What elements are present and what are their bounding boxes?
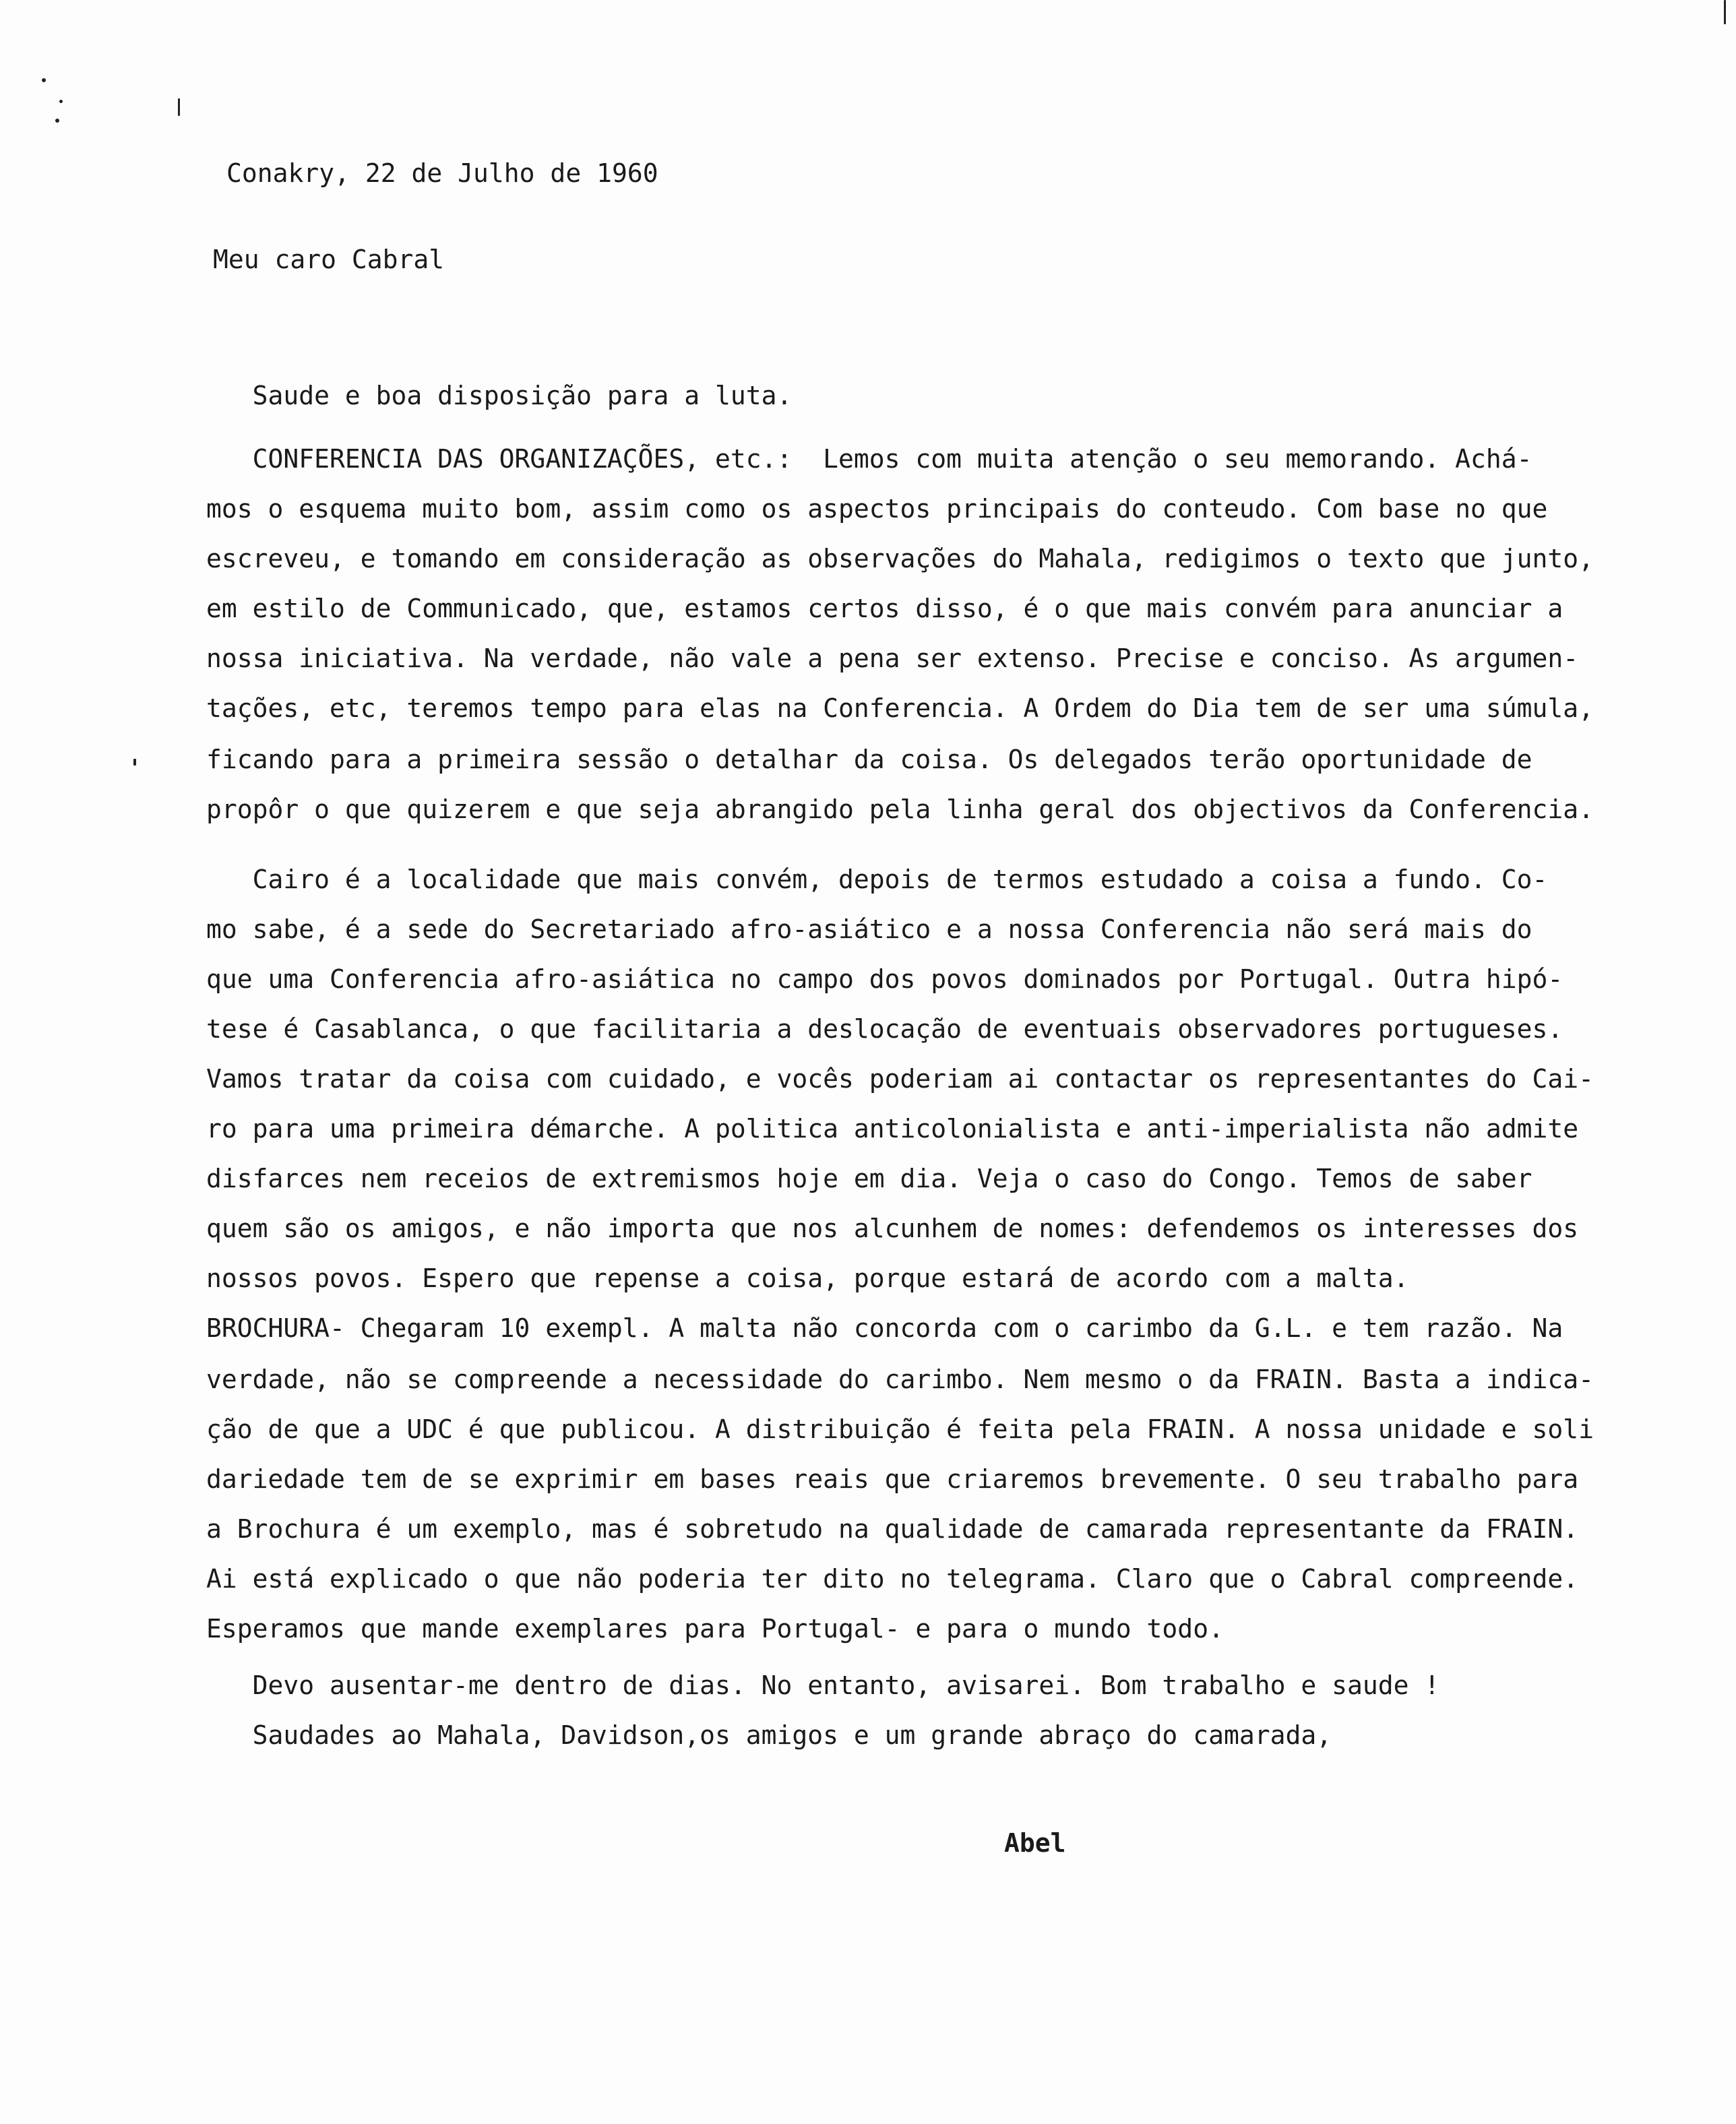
body-line: quem são os amigos, e não importa que nos alcunhem de nomes: defendemos os interesses dos bbox=[206, 1214, 1579, 1243]
body-line: BROCHURA- Chegaram 10 exempl. A malta não concorda com o carimbo da G.L. e tem razão. Na bbox=[206, 1313, 1563, 1343]
body-line: Vamos tratar da coisa com cuidado, e vocês poderiam ai contactar os representantes do Cai- bbox=[206, 1064, 1594, 1094]
body-line: tese é Casablanca, o que facilitaria a deslocação de eventuais observadores portugueses. bbox=[206, 1014, 1563, 1044]
body-line: escreveu, e tomando em consideração as observações do Mahala, redigimos o texto que junto, bbox=[206, 544, 1594, 573]
scan-speck bbox=[1724, 0, 1726, 24]
body-line: em estilo de Communicado, que, estamos certos disso, é o que mais convém para anunciar a bbox=[206, 594, 1563, 623]
body-line: dariedade tem de se exprimir em bases reais que criaremos brevemente. O seu trabalho para bbox=[206, 1464, 1579, 1494]
body-line: nossos povos. Espero que repense a coisa, porque estará de acordo com a malta. bbox=[206, 1263, 1409, 1293]
scan-speck bbox=[42, 78, 46, 82]
body-line: verdade, não se compreende a necessidade do carimbo. Nem mesmo o da FRAIN. Basta a indica- bbox=[206, 1365, 1594, 1394]
body-line: ficando para a primeira sessão o detalhar da coisa. Os delegados terão oportunidade de bbox=[206, 745, 1532, 774]
body-line: mos o esquema muito bom, assim como os aspectos principais do conteudo. Com base no que bbox=[206, 494, 1548, 524]
letter-date: Conakry, 22 de Julho de 1960 bbox=[226, 158, 658, 188]
body-line: que uma Conferencia afro-asiática no campo dos povos dominados por Portugal. Outra hipó- bbox=[206, 964, 1563, 994]
scan-speck bbox=[178, 98, 180, 116]
body-line: Cairo é a localidade que mais convém, depois de termos estudado a coisa a fundo. Co- bbox=[206, 865, 1548, 894]
body-line: disfarces nem receios de extremismos hoje em dia. Veja o caso do Congo. Temos de saber bbox=[206, 1164, 1532, 1193]
body-line: Saudades ao Mahala, Davidson,os amigos e um grande abraço do camarada, bbox=[206, 1720, 1332, 1750]
body-line: Esperamos que mande exemplares para Portugal- e para o mundo todo. bbox=[206, 1614, 1224, 1644]
body-line: propôr o que quizerem e que seja abrangido pela linha geral dos objectivos da Conferencia. bbox=[206, 794, 1594, 824]
body-line: mo sabe, é a sede do Secretariado afro-asiático e a nossa Conferencia não será mais do bbox=[206, 914, 1532, 944]
scan-speck bbox=[133, 759, 136, 766]
body-line: nossa iniciativa. Na verdade, não vale a pena ser extenso. Precise e conciso. As argumen- bbox=[206, 644, 1579, 673]
body-line: CONFERENCIA DAS ORGANIZAÇÕES, etc.: Lemos com muita atenção o seu memorando. Achá- bbox=[206, 444, 1532, 474]
body-line: Saude e boa disposição para a luta. bbox=[206, 381, 793, 410]
body-line: a Brochura é um exemplo, mas é sobretudo na qualidade de camarada representante da FRAIN. bbox=[206, 1514, 1579, 1544]
scan-speck bbox=[59, 100, 63, 103]
body-line: Ai está explicado o que não poderia ter dito no telegrama. Claro que o Cabral compreende. bbox=[206, 1564, 1579, 1594]
body-line: ção de que a UDC é que publicou. A distribuição é feita pela FRAIN. A nossa unidade e soli bbox=[206, 1414, 1594, 1444]
body-line: ro para uma primeira démarche. A politica anticolonialista e anti-imperialista não admite bbox=[206, 1114, 1579, 1144]
scan-speck bbox=[55, 119, 59, 123]
body-line: tações, etc, teremos tempo para elas na Conferencia. A Ordem do Dia tem de ser uma súmula, bbox=[206, 693, 1594, 723]
letter-salutation: Meu caro Cabral bbox=[213, 245, 445, 274]
body-line: Devo ausentar-me dentro de dias. No entanto, avisarei. Bom trabalho e saude ! bbox=[206, 1670, 1440, 1700]
letter-signature: Abel bbox=[1004, 1828, 1066, 1858]
